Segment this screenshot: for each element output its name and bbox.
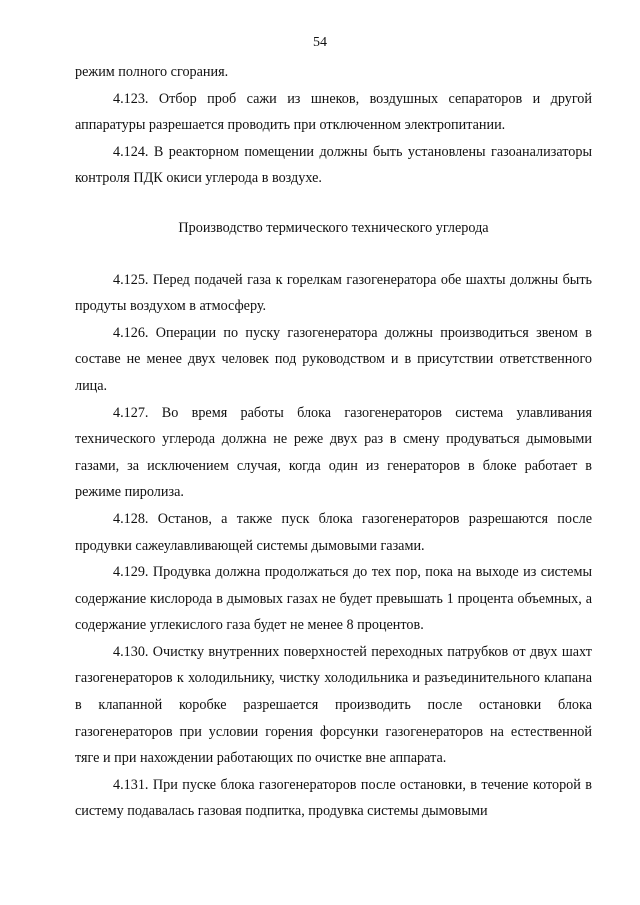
paragraph-4-127: 4.127. Во время работы блока газогенераторов система улавливания технического углерода должна не реже двух раз в смену продуваться дымовыми газами, за исключением случая, когда один из генераторов в блоке работает в режиме пиролиза. (75, 404, 592, 501)
paragraph-continuation: режим полного сгорания. (75, 64, 229, 80)
paragraph-4-126: 4.126. Операции по пуску газогенератора должны производиться звеном в составе не менее двух человек под руководством и в присутствии ответственного лица. (75, 324, 592, 394)
paragraph-4-129: 4.129. Продувка должна продолжаться до тех пор, пока на выходе из системы содержание кислорода в дымовых газах не будет превышать 1 процента объемных, а содержание углекислого газа будет не менее 8 процентов. (75, 564, 592, 634)
page-number: 54 (313, 35, 327, 50)
document-body (75, 59, 592, 825)
paragraph-4-130: 4.130. Очистку внутренних поверхностей переходных патрубков от двух шахт газогенераторов к холодильнику, чистку холодильника и разъединительного клапана в клапанной коробке разрешается производить после остановки блока газогенераторов при условии горения форсунки газогенераторов на естественной тяге и при нахождении работающих по очистке вне аппарата. (75, 643, 592, 767)
paragraph-4-131: 4.131. При пуске блока газогенераторов после остановки, в течение которой в систему подавалась газовая подпитка, продувка системы дымовыми (75, 776, 592, 820)
section-heading: Производство термического технического углерода (178, 219, 489, 236)
paragraph-4-128: 4.128. Останов, а также пуск блока газогенераторов разрешаются после продувки сажеулавливающей системы дымовыми газами. (75, 510, 592, 554)
paragraph-4-125: 4.125. Перед подачей газа к горелкам газогенератора обе шахты должны быть продуты воздухом в атмосферу. (75, 271, 592, 315)
paragraph-4-124: 4.124. В реакторном помещении должны быть установлены газоанализаторы контроля ПДК окиси углерода в воздухе. (75, 143, 592, 187)
paragraph-4-123: 4.123. Отбор проб сажи из шнеков, воздушных сепараторов и другой аппаратуры разрешается проводить при отключенном электропитании. (75, 90, 592, 134)
